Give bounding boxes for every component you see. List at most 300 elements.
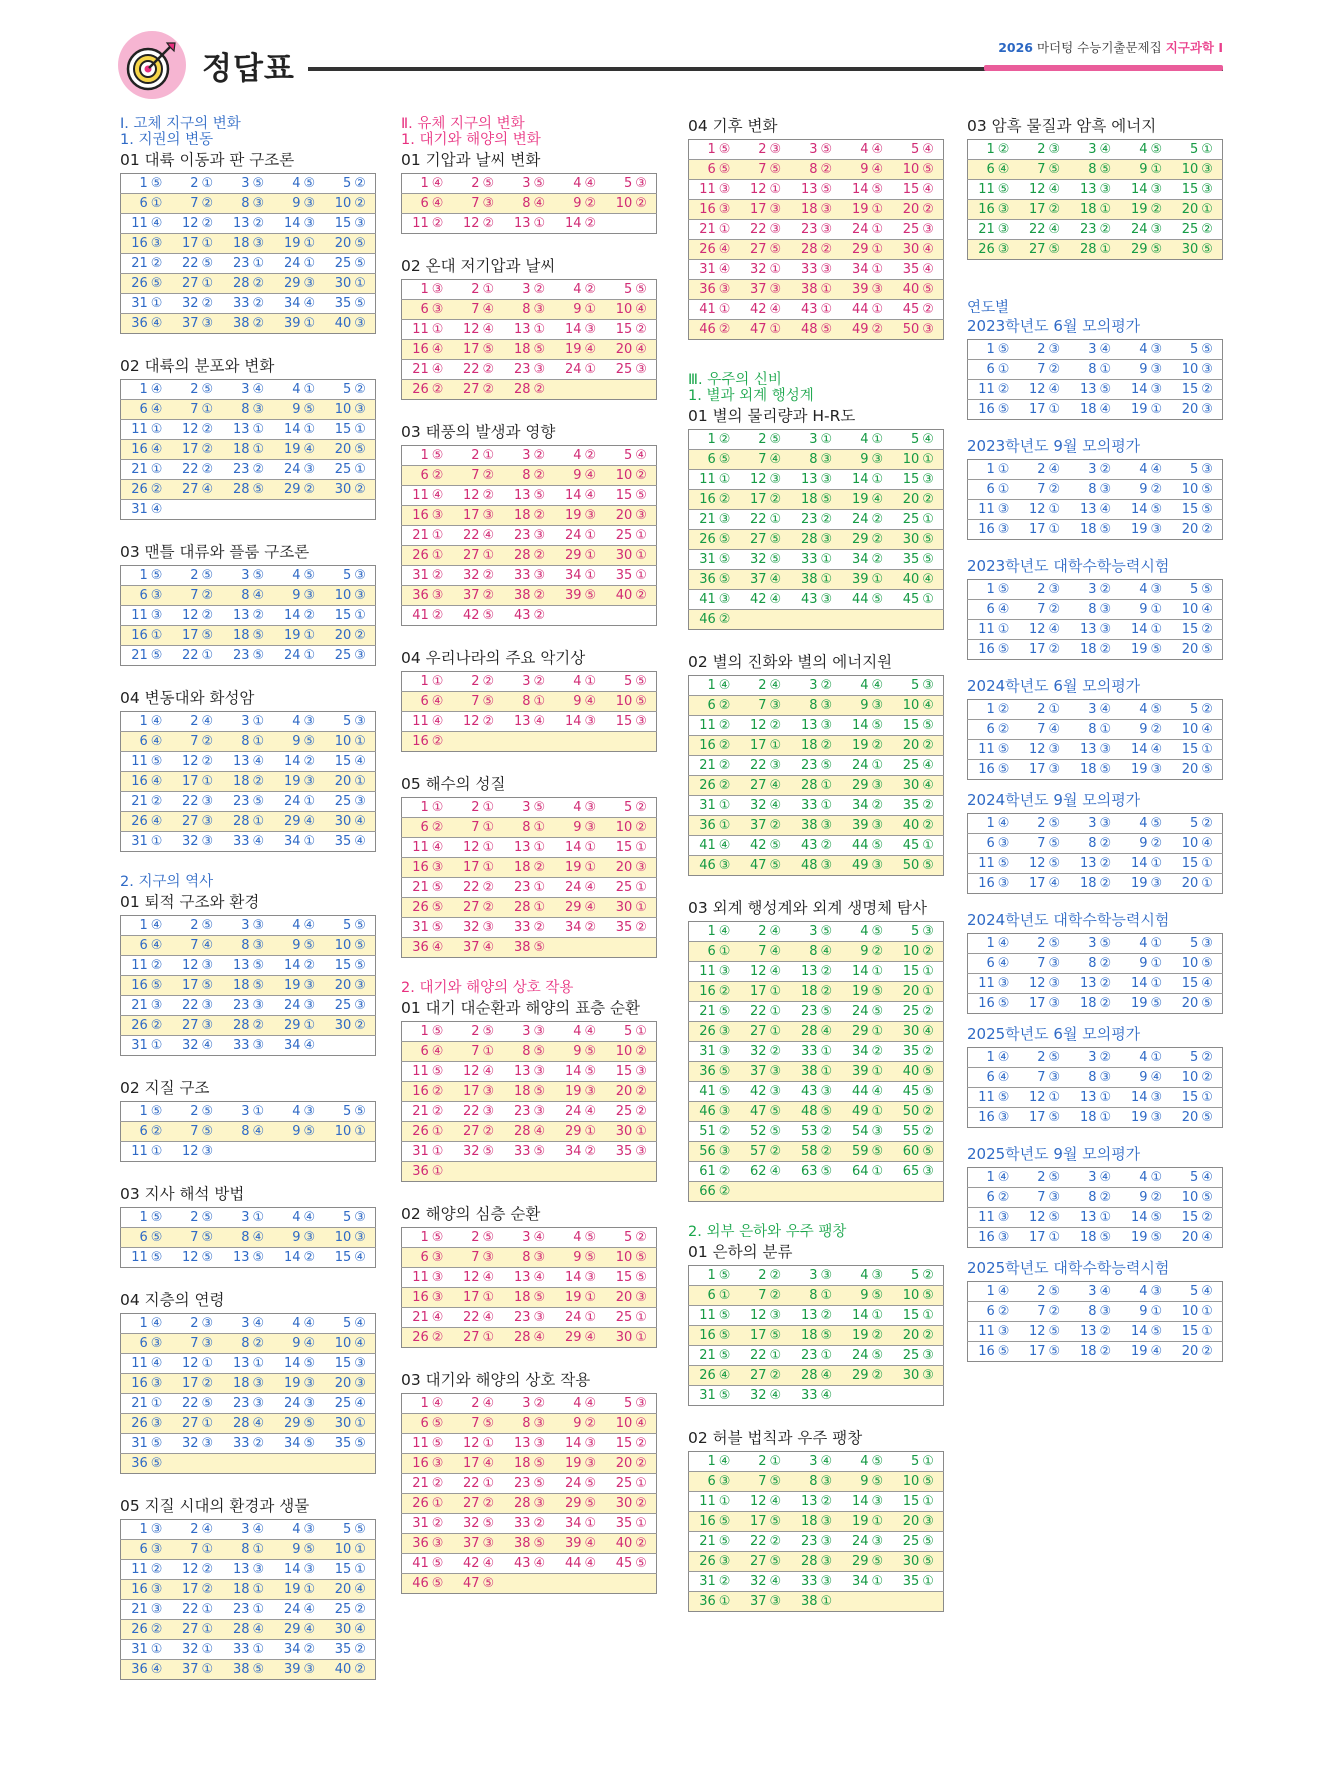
answer-cell [1121, 814, 1172, 834]
answer-cell [121, 1660, 172, 1680]
answer-choice: ② [1201, 1050, 1213, 1065]
question-number: 22 [749, 1348, 767, 1363]
question-number: 13 [232, 958, 250, 973]
question-number: 26 [699, 532, 716, 547]
answer-cell [121, 1580, 172, 1600]
question-number: 36 [699, 818, 716, 833]
answer-cell [172, 732, 223, 752]
answer-choice: ② [820, 162, 833, 177]
answer-cell [893, 1002, 944, 1022]
question-number: 6 [986, 956, 995, 971]
answer-choice: ① [303, 1018, 316, 1033]
answer-choice: ① [769, 262, 782, 277]
answer-cell [325, 214, 376, 234]
answer-cell [402, 566, 453, 586]
answer-cell [504, 526, 555, 546]
question-number: 4 [1139, 702, 1148, 717]
answer-cell [453, 1434, 504, 1454]
answer-cell [968, 1108, 1019, 1128]
answer-choice: ② [820, 838, 833, 853]
question-number: 4 [292, 918, 301, 933]
answer-cell [172, 1660, 223, 1680]
answer-choice: ① [150, 834, 163, 849]
question-number: 12 [749, 1494, 767, 1509]
question-number: 21 [699, 758, 716, 773]
section-title: 05 해수의 성질 [401, 775, 506, 793]
answer-choice: ③ [635, 714, 647, 729]
answer-choice: ② [533, 608, 546, 623]
question-number: 31 [699, 1574, 716, 1589]
answer-choice: ① [718, 818, 731, 833]
question-number: 24 [851, 758, 869, 773]
table-row [121, 1394, 376, 1414]
answer-cell [172, 606, 223, 626]
question-number: 35 [334, 296, 352, 311]
question-number: 2 [471, 1396, 480, 1411]
answer-choice: ④ [1150, 1070, 1163, 1085]
answer-choice: ② [482, 362, 495, 377]
question-number: 15 [1181, 622, 1199, 637]
question-number: 9 [292, 196, 301, 211]
answer-choice: ⑤ [718, 1348, 731, 1363]
answer-cell [1172, 480, 1223, 500]
answer-cell [121, 214, 172, 234]
answer-choice: ② [922, 944, 934, 959]
answer-cell [274, 996, 325, 1016]
answer-cell [172, 586, 223, 606]
table-row [402, 712, 657, 732]
answer-cell [1070, 834, 1121, 854]
answer-cell [453, 300, 504, 320]
question-number: 21 [412, 1476, 429, 1491]
answer-choice: ④ [922, 698, 934, 713]
answer-cell [689, 776, 740, 796]
question-number: 59 [851, 1144, 869, 1159]
answer-choice: ⑤ [533, 800, 546, 815]
question-number: 24 [283, 794, 301, 809]
table-row [689, 676, 944, 696]
answer-choice: ① [482, 1290, 495, 1305]
answer-cell [606, 1082, 657, 1102]
answer-choice: ② [1201, 816, 1213, 831]
answer-choice: ⑤ [431, 1024, 444, 1039]
answer-cell [1172, 1188, 1223, 1208]
answer-cell [121, 1560, 172, 1580]
answer-cell [172, 314, 223, 334]
answer-choice: ⑤ [718, 1388, 731, 1403]
answer-choice: ② [201, 442, 214, 457]
answer-choice: ⑤ [150, 1104, 163, 1119]
question-number: 29 [564, 548, 582, 563]
answer-cell [1172, 160, 1223, 180]
answer-choice: ④ [584, 1024, 597, 1039]
answer-choice: ② [431, 1476, 444, 1491]
answer-cell [968, 740, 1019, 760]
question-number: 11 [131, 1144, 148, 1159]
answer-cell [223, 1520, 274, 1540]
answer-cell [453, 320, 504, 340]
answer-cell [223, 1334, 274, 1354]
question-number: 30 [615, 1124, 633, 1139]
question-number: 35 [334, 1436, 352, 1451]
answer-choice: ⑤ [1048, 162, 1061, 177]
table-row [689, 1102, 944, 1122]
question-number: 9 [1139, 1304, 1148, 1319]
answer-cell [453, 526, 504, 546]
answer-cell [1019, 1282, 1070, 1302]
table-row [121, 1520, 376, 1540]
answer-cell [504, 1474, 555, 1494]
table-row [121, 1248, 376, 1268]
question-number: 8 [809, 1474, 818, 1489]
question-number: 28 [232, 1622, 250, 1637]
table-row [968, 460, 1223, 480]
question-number: 10 [615, 196, 633, 211]
answer-cell [1070, 600, 1121, 620]
question-number: 3 [241, 176, 250, 191]
answer-choice: ③ [718, 964, 731, 979]
question-number: 17 [462, 860, 480, 875]
question-number: 1 [139, 714, 148, 729]
section-title: 02 온대 저기압과 날씨 [401, 257, 556, 275]
answer-cell [172, 566, 223, 586]
question-number: 1 [707, 924, 716, 939]
answer-cell [1019, 1322, 1070, 1342]
answer-choice: ① [1150, 602, 1163, 617]
question-number: 26 [412, 1330, 429, 1345]
answer-cell [325, 440, 376, 460]
answer-cell [223, 1016, 274, 1036]
answer-choice: ⑤ [303, 734, 316, 749]
answer-choice: ③ [997, 876, 1010, 891]
answer-cell [893, 1142, 944, 1162]
question-number: 17 [181, 628, 199, 643]
answer-choice: ⑤ [718, 1308, 731, 1323]
answer-cell [121, 772, 172, 792]
answer-choice: ③ [718, 1554, 731, 1569]
answer-cell [1121, 700, 1172, 720]
answer-choice: ③ [201, 834, 214, 849]
subpart-title: 1. 지권의 변동 [120, 132, 214, 148]
table-row [121, 194, 376, 214]
question-number: 29 [851, 242, 869, 257]
answer-cell [1121, 240, 1172, 260]
answer-choice: ④ [252, 382, 265, 397]
answer-cell [791, 1386, 842, 1406]
answer-table [401, 797, 657, 958]
answer-choice: ⑤ [431, 1436, 444, 1451]
question-number: 8 [241, 588, 250, 603]
answer-cell [504, 1308, 555, 1328]
answer-cell [555, 1228, 606, 1248]
question-number: 14 [1130, 1090, 1148, 1105]
question-number: 3 [1088, 142, 1097, 157]
question-number: 3 [809, 678, 818, 693]
answer-choice: ② [820, 964, 833, 979]
question-number: 29 [283, 1018, 301, 1033]
answer-choice: ⑤ [533, 940, 546, 955]
answer-cell [893, 300, 944, 320]
question-number: 24 [283, 462, 301, 477]
answer-cell [740, 676, 791, 696]
answer-cell [1070, 1342, 1121, 1362]
answer-choice: ③ [482, 508, 495, 523]
question-number: 6 [986, 602, 995, 617]
question-number: 9 [292, 1336, 301, 1351]
answer-cell [1121, 874, 1172, 894]
question-number: 56 [699, 1144, 716, 1159]
answer-choice: ④ [431, 714, 444, 729]
answer-cell [606, 526, 657, 546]
answer-cell [402, 1474, 453, 1494]
answer-cell [223, 1414, 274, 1434]
answer-choice: ① [150, 422, 163, 437]
question-number: 17 [181, 1582, 199, 1597]
answer-choice: ③ [769, 698, 782, 713]
answer-cell [172, 1540, 223, 1560]
answer-choice: ④ [150, 502, 163, 517]
answer-table [401, 445, 657, 626]
answer-cell [223, 380, 274, 400]
answer-cell [842, 1266, 893, 1286]
answer-cell [504, 1022, 555, 1042]
answer-choice: ③ [997, 522, 1010, 537]
answer-cell [172, 214, 223, 234]
question-number: 2 [471, 448, 480, 463]
answer-choice: ④ [303, 1602, 316, 1617]
answer-cell [504, 300, 555, 320]
question-number: 39 [851, 572, 869, 587]
answer-choice: ⑤ [1099, 936, 1112, 951]
answer-cell [1019, 974, 1070, 994]
answer-cell [325, 772, 376, 792]
answer-cell [121, 1394, 172, 1414]
answer-cell [121, 646, 172, 666]
answer-choice: ① [201, 236, 214, 251]
answer-choice: ④ [922, 182, 934, 197]
answer-choice: ③ [820, 818, 833, 833]
answer-cell [453, 214, 504, 234]
answer-choice: ④ [997, 1050, 1010, 1065]
question-number: 36 [699, 572, 716, 587]
question-number: 7 [190, 588, 199, 603]
question-number: 2 [190, 714, 199, 729]
answer-cell [606, 858, 657, 878]
subpart-title: 2. 지구의 역사 [120, 874, 214, 890]
answer-cell [453, 586, 504, 606]
table-row [402, 818, 657, 838]
page-title: 정답표 [202, 51, 295, 87]
answer-cell [893, 1082, 944, 1102]
answer-cell [689, 530, 740, 550]
question-number: 2 [1037, 342, 1046, 357]
question-number: 36 [699, 1064, 716, 1079]
answer-choice: ① [997, 622, 1010, 637]
question-number: 29 [283, 1416, 301, 1431]
answer-choice: ④ [431, 1310, 444, 1325]
answer-choice: ④ [303, 1622, 316, 1637]
answer-cell [740, 942, 791, 962]
answer-choice: ③ [820, 858, 833, 873]
answer-choice: ④ [635, 1416, 647, 1431]
question-number: 24 [564, 362, 582, 377]
question-number: 26 [412, 1496, 429, 1511]
question-number: 6 [707, 162, 716, 177]
table-row [968, 340, 1223, 360]
question-number: 4 [573, 800, 582, 815]
answer-choice: ⑤ [769, 532, 782, 547]
question-number: 3 [241, 568, 250, 583]
answer-cell [791, 776, 842, 796]
answer-section [120, 542, 376, 666]
question-number: 8 [809, 944, 818, 959]
answer-choice: ① [482, 1476, 495, 1491]
answer-choice: ② [997, 722, 1010, 737]
answer-choice: ③ [1099, 182, 1112, 197]
question-number: 16 [978, 1110, 995, 1125]
answer-cell [325, 480, 376, 500]
answer-cell [555, 1268, 606, 1288]
answer-choice: ① [769, 1004, 782, 1019]
question-number: 9 [573, 820, 582, 835]
question-number: 2 [190, 176, 199, 191]
answer-cell [453, 1394, 504, 1414]
question-number: 13 [232, 1250, 250, 1265]
answer-cell [121, 1414, 172, 1434]
answer-choice: ④ [718, 1454, 731, 1469]
table-row [689, 570, 944, 590]
answer-cell [791, 140, 842, 160]
question-number: 14 [564, 1270, 582, 1285]
question-number: 9 [292, 938, 301, 953]
answer-cell [1070, 974, 1121, 994]
answer-choice: ⑤ [769, 838, 782, 853]
question-number: 1 [986, 1170, 995, 1185]
answer-choice: ② [201, 196, 214, 211]
answer-choice: ② [718, 758, 731, 773]
answer-choice: ② [769, 1044, 782, 1059]
section-title: 2025학년도 대학수학능력시험 [967, 1259, 1170, 1277]
answer-cell [274, 274, 325, 294]
answer-choice: ④ [252, 588, 265, 603]
answer-choice: ② [871, 532, 884, 547]
answer-choice: ① [354, 1562, 366, 1577]
answer-choice: ① [871, 242, 884, 257]
answer-choice: ⑤ [1150, 1230, 1163, 1245]
answer-choice: ② [769, 818, 782, 833]
answer-choice: ① [718, 302, 731, 317]
answer-choice: ③ [718, 1104, 731, 1119]
answer-cell [223, 566, 274, 586]
answer-choice: ④ [584, 1396, 597, 1411]
answer-cell [504, 360, 555, 380]
answer-choice: ③ [303, 774, 316, 789]
table-row [402, 938, 657, 958]
question-number: 20 [902, 492, 920, 507]
answer-cell [121, 194, 172, 214]
answer-cell [842, 240, 893, 260]
table-row [121, 1314, 376, 1334]
answer-cell [274, 1248, 325, 1268]
answer-cell [223, 400, 274, 420]
answer-cell [740, 1572, 791, 1592]
answer-cell [325, 1414, 376, 1434]
answer-cell [402, 1414, 453, 1434]
question-number: 16 [699, 492, 716, 507]
answer-choice: ⑤ [303, 1542, 316, 1557]
answer-section [120, 1184, 376, 1268]
answer-choice: ④ [997, 162, 1010, 177]
section-title: 2025학년도 9월 모의평가 [967, 1145, 1141, 1163]
answer-choice: ⑤ [1201, 996, 1213, 1011]
question-number: 14 [1130, 382, 1148, 397]
answer-choice: ① [1150, 402, 1163, 417]
question-number: 19 [851, 492, 869, 507]
table-row [968, 974, 1223, 994]
answer-choice: ③ [201, 1144, 214, 1159]
answer-cell [1121, 400, 1172, 420]
question-number: 35 [902, 1574, 920, 1589]
answer-cell [453, 818, 504, 838]
answer-cell [504, 918, 555, 938]
question-number: 32 [749, 262, 767, 277]
answer-cell [968, 1342, 1019, 1362]
answer-choice: ① [769, 738, 782, 753]
answer-choice: ② [635, 1044, 647, 1059]
answer-cell [223, 1640, 274, 1660]
question-number: 13 [1079, 976, 1097, 991]
question-number: 8 [241, 196, 250, 211]
answer-cell [274, 772, 325, 792]
answer-choice: ④ [769, 964, 782, 979]
answer-choice: ② [922, 1328, 934, 1343]
answer-cell [1019, 1068, 1070, 1088]
question-number: 25 [334, 1396, 352, 1411]
answer-choice: ② [820, 984, 833, 999]
answer-cell [504, 320, 555, 340]
answer-choice: ③ [820, 532, 833, 547]
answer-choice: ④ [1048, 182, 1061, 197]
answer-choice: ④ [150, 918, 163, 933]
question-number: 46 [412, 1576, 429, 1591]
answer-cell [402, 1534, 453, 1554]
answer-choice: ④ [997, 1070, 1010, 1085]
question-number: 17 [1028, 1110, 1046, 1125]
answer-choice: ② [1048, 362, 1061, 377]
answer-cell [842, 962, 893, 982]
question-number: 7 [1037, 162, 1046, 177]
title-divider-accent [984, 65, 1223, 71]
table-row [121, 1228, 376, 1248]
answer-choice: ④ [769, 1494, 782, 1509]
answer-choice: ④ [252, 1316, 265, 1331]
answer-choice: ② [1099, 956, 1112, 971]
answer-choice: ① [1048, 502, 1061, 517]
question-number: 19 [851, 1328, 869, 1343]
answer-choice: ① [303, 256, 316, 271]
question-number: 12 [749, 718, 767, 733]
answer-cell [121, 314, 172, 334]
answer-choice: ⑤ [1201, 482, 1213, 497]
answer-choice: ③ [718, 1024, 731, 1039]
question-number: 20 [1181, 1344, 1199, 1359]
answer-choice: ③ [354, 978, 366, 993]
question-number: 10 [902, 162, 920, 177]
answer-cell [223, 194, 274, 214]
answer-cell [555, 1574, 606, 1594]
answer-cell [274, 480, 325, 500]
section-title: 04 기후 변화 [688, 117, 778, 135]
